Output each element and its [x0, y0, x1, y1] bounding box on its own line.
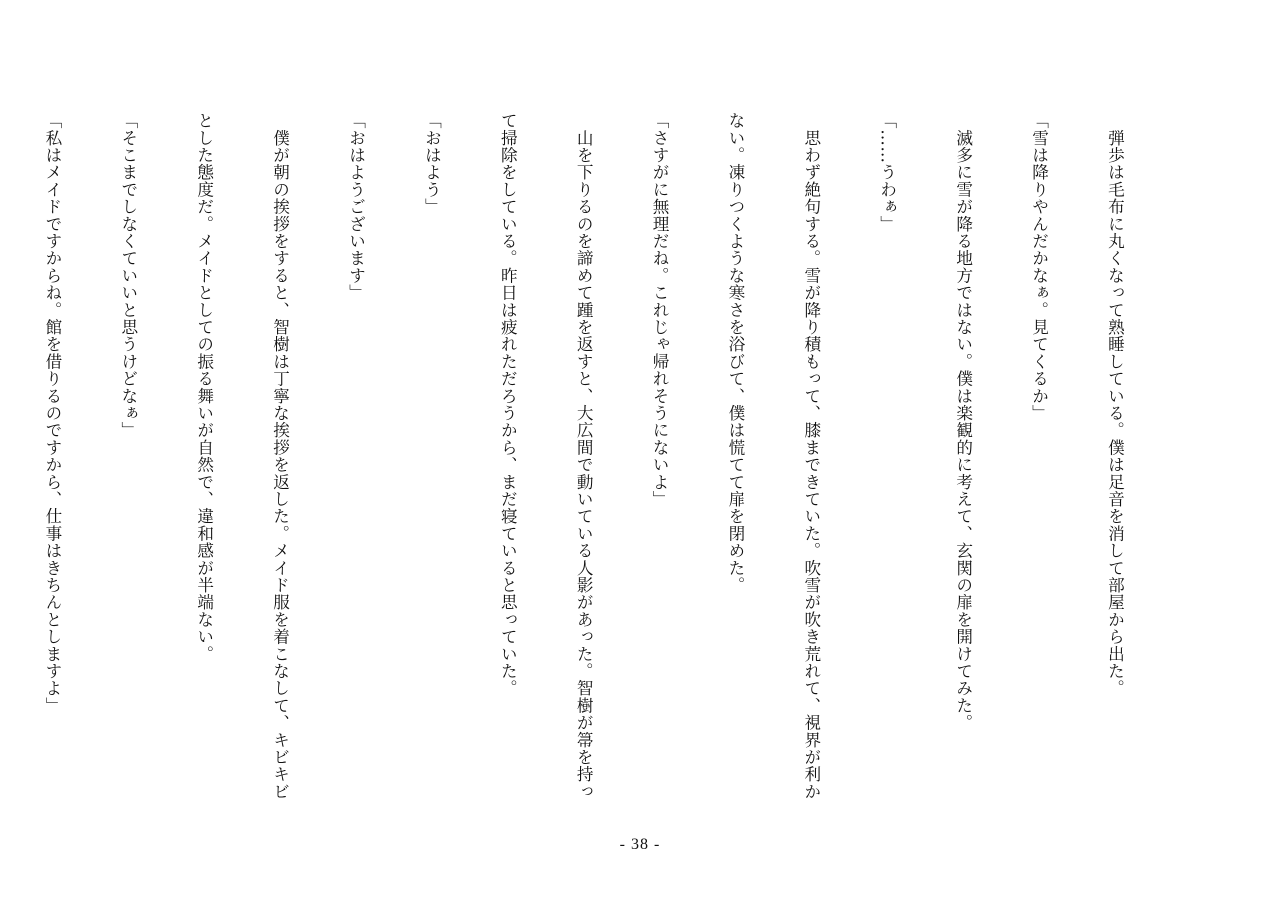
text-line: 「おはようございます」: [346, 112, 366, 302]
page-number: - 38 -: [619, 836, 661, 853]
text-line: 思わず絶句する。雪が降り積もって、膝まできていた。吹雪が吹き荒れて、視界が利か: [801, 112, 821, 800]
text-line: 山を下りるのを諦めて踵を返すと、大広間で動いている人影があった。智樹が箒を持っ: [574, 112, 594, 800]
text-line: 滅多に雪が降る地方ではない。僕は楽観的に考えて、玄関の扉を開けてみた。: [953, 112, 973, 732]
text-line: 「おはよう」: [422, 112, 442, 216]
text-line: 「雪は降りやんだかなぁ。見てくるか」: [1029, 112, 1049, 422]
text-line: 僕が朝の挨拶をすると、智樹は丁寧な挨拶を返した。メイド服を着こなして、キビキビ: [270, 112, 290, 800]
text-line: 「さすがに無理だね。これじゃ帰れそうにないよ」: [650, 112, 670, 508]
text-line: 弾歩は毛布に丸くなって熟睡している。僕は足音を消して部屋から出た。: [1105, 112, 1125, 697]
text-line: 「……うわぁ」: [877, 112, 897, 233]
text-line: 「私はメイドですからね。館を借りるのですから、仕事はきちんとしますよ」: [42, 112, 62, 714]
text-line: とした態度だ。メイドとしての振る舞いが自然で、違和感が半端ない。: [194, 112, 214, 663]
text-line: て掃除をしている。昨日は疲れただろうから、まだ寝ていると思っていた。: [498, 112, 518, 697]
vertical-text-body: [0, 112, 1178, 822]
text-line: 「そこまでしなくていいと思うけどなぁ」: [118, 112, 138, 439]
text-line: ない。凍りつくような寒さを浴びて、僕は慌てて扉を閉めた。: [725, 112, 745, 594]
